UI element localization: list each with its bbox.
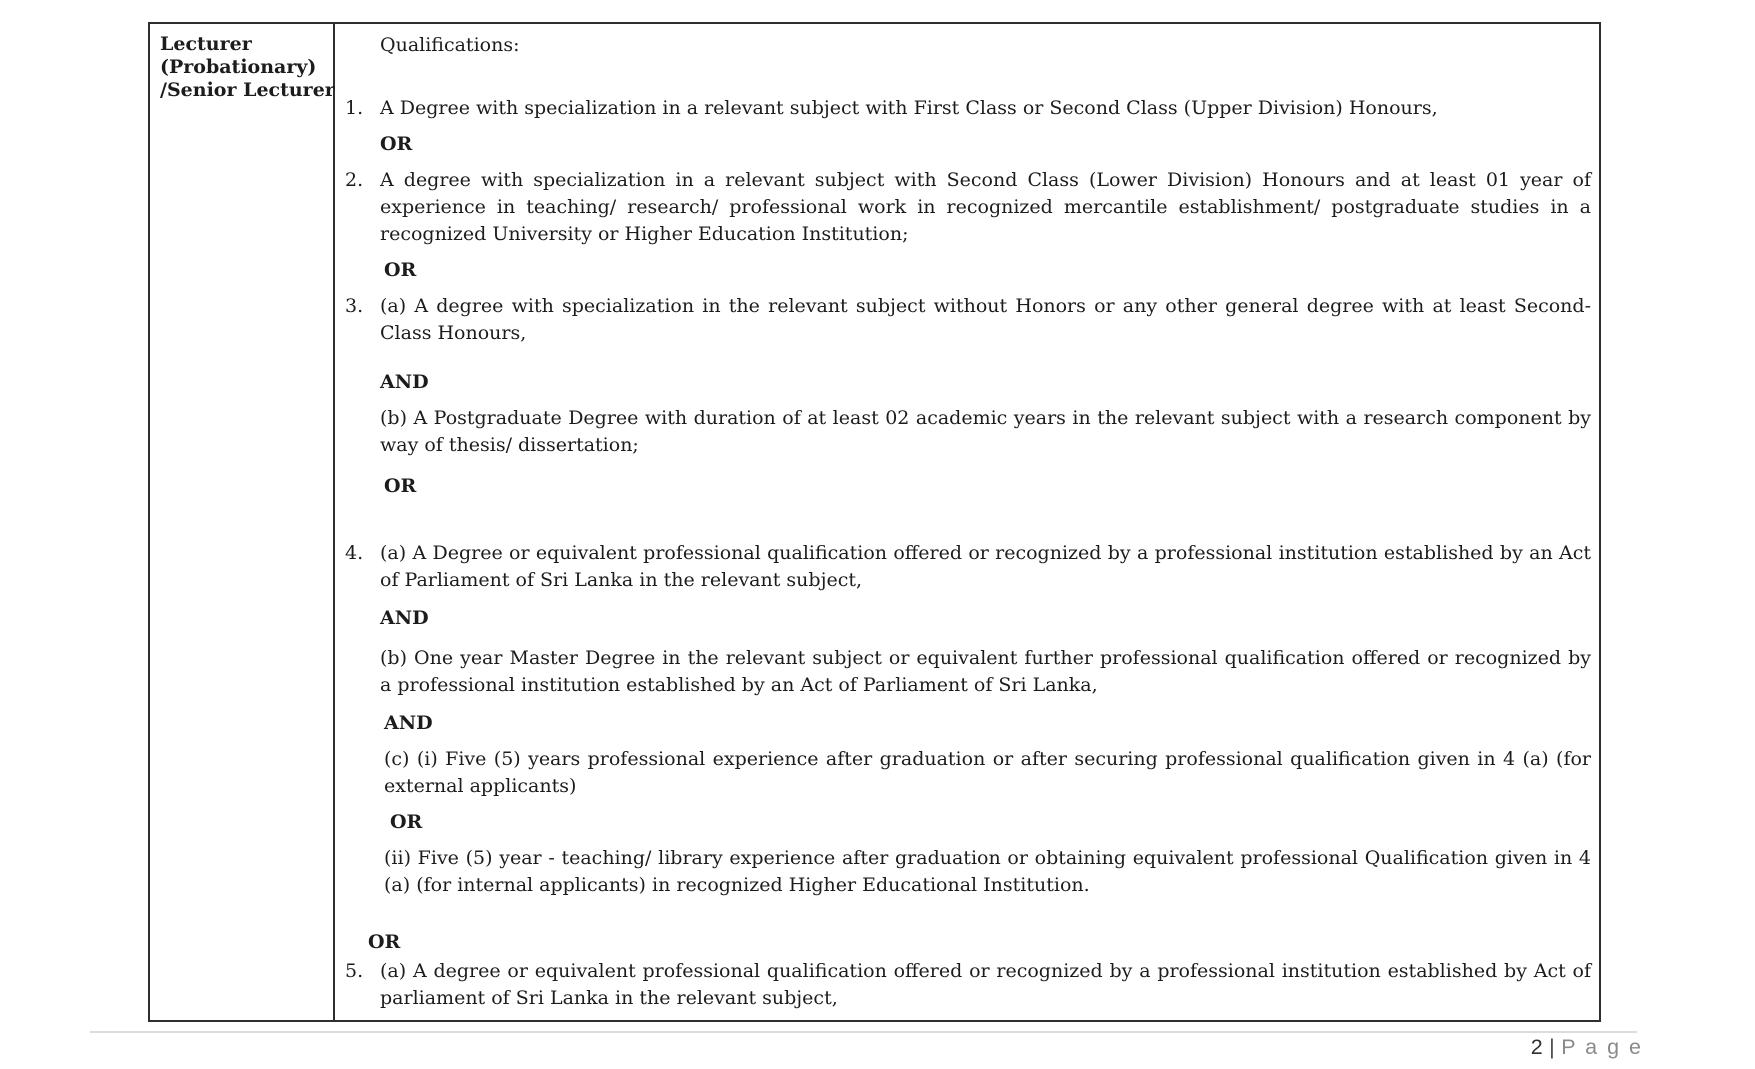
logic-connector-or: OR [384, 259, 417, 281]
position-title-line-2: (Probationary) [160, 56, 317, 78]
item-number: 4. [345, 542, 364, 564]
position-title-line-3: /Senior Lecturer [160, 79, 335, 101]
qualifications-heading: Qualifications: [380, 34, 520, 56]
logic-connector-or: OR [384, 475, 417, 497]
logic-connector-or: OR [380, 133, 413, 155]
position-title-line-1: Lecturer [160, 33, 252, 55]
item-number: 3. [345, 295, 364, 317]
item-text: A degree with specialization in a relevant subject with Second Class (Lower Division) Honours and at least 01 year of experience in teaching/ research/ professional work in recognized mercantile establishment/ postgraduate studies in a recognized University or Higher Education Institution; [380, 169, 1591, 245]
item-number: 2. [345, 169, 364, 191]
footer-separator-line [90, 1031, 1637, 1033]
qualification-item-5 [345, 958, 1591, 1012]
qualification-item-2 [345, 167, 1591, 248]
qualification-sub-3b: (b) A Postgraduate Degree with duration of at least 02 academic years in the relevant subject with a research component by way of thesis/ dissertation; [380, 407, 1591, 456]
qualification-item-1 [345, 95, 1591, 122]
item-text: A Degree with specialization in a relevant subject with First Class or Second Class (Upper Division) Honours, [380, 97, 1438, 119]
logic-connector-or: OR [390, 811, 423, 833]
item-number: 1. [345, 97, 364, 119]
logic-connector-and: AND [380, 607, 429, 629]
logic-connector-and: AND [384, 712, 433, 734]
item-number: 5. [345, 960, 364, 982]
logic-connector-or: OR [368, 931, 401, 953]
page-number: 2 [1530, 1035, 1544, 1059]
item-text: (a) A Degree or equivalent professional qualification offered or recognized by a professional institution established by an Act of Parliament of Sri Lanka in the relevant subject, [380, 542, 1591, 591]
qualification-item-3 [345, 293, 1591, 347]
page-number-footer [1531, 1035, 1643, 1060]
qualification-sub-4c-i: (c) (i) Five (5) years professional experience after graduation or after securing professional qualification given in 4 (a) (for external applicants) [384, 748, 1591, 797]
qualification-item-4 [345, 540, 1591, 594]
qualifications-cell [335, 24, 1599, 1020]
qualifications-table [148, 22, 1601, 1022]
logic-connector-and: AND [380, 371, 429, 393]
page-number-separator: | [1549, 1035, 1556, 1059]
qualification-sub-4b: (b) One year Master Degree in the relevant subject or equivalent further professional qualification offered or recognized by a professional institution established by an Act of Parliament of Sri Lanka, [380, 647, 1591, 696]
qualification-sub-4c-ii: (ii) Five (5) year - teaching/ library experience after graduation or obtaining equivalent professional Qualification given in 4 (a) (for internal applicants) in recognized Higher Educational Institution. [384, 847, 1591, 896]
item-text: (a) A degree with specialization in the relevant subject without Honors or any other general degree with at least Second-Class Honours, [380, 295, 1591, 344]
page-label: P a g e [1561, 1035, 1643, 1059]
item-text: (a) A degree or equivalent professional qualification offered or recognized by a professional institution established by Act of parliament of Sri Lanka in the relevant subject, [380, 960, 1591, 1009]
position-title-cell [150, 24, 335, 1020]
